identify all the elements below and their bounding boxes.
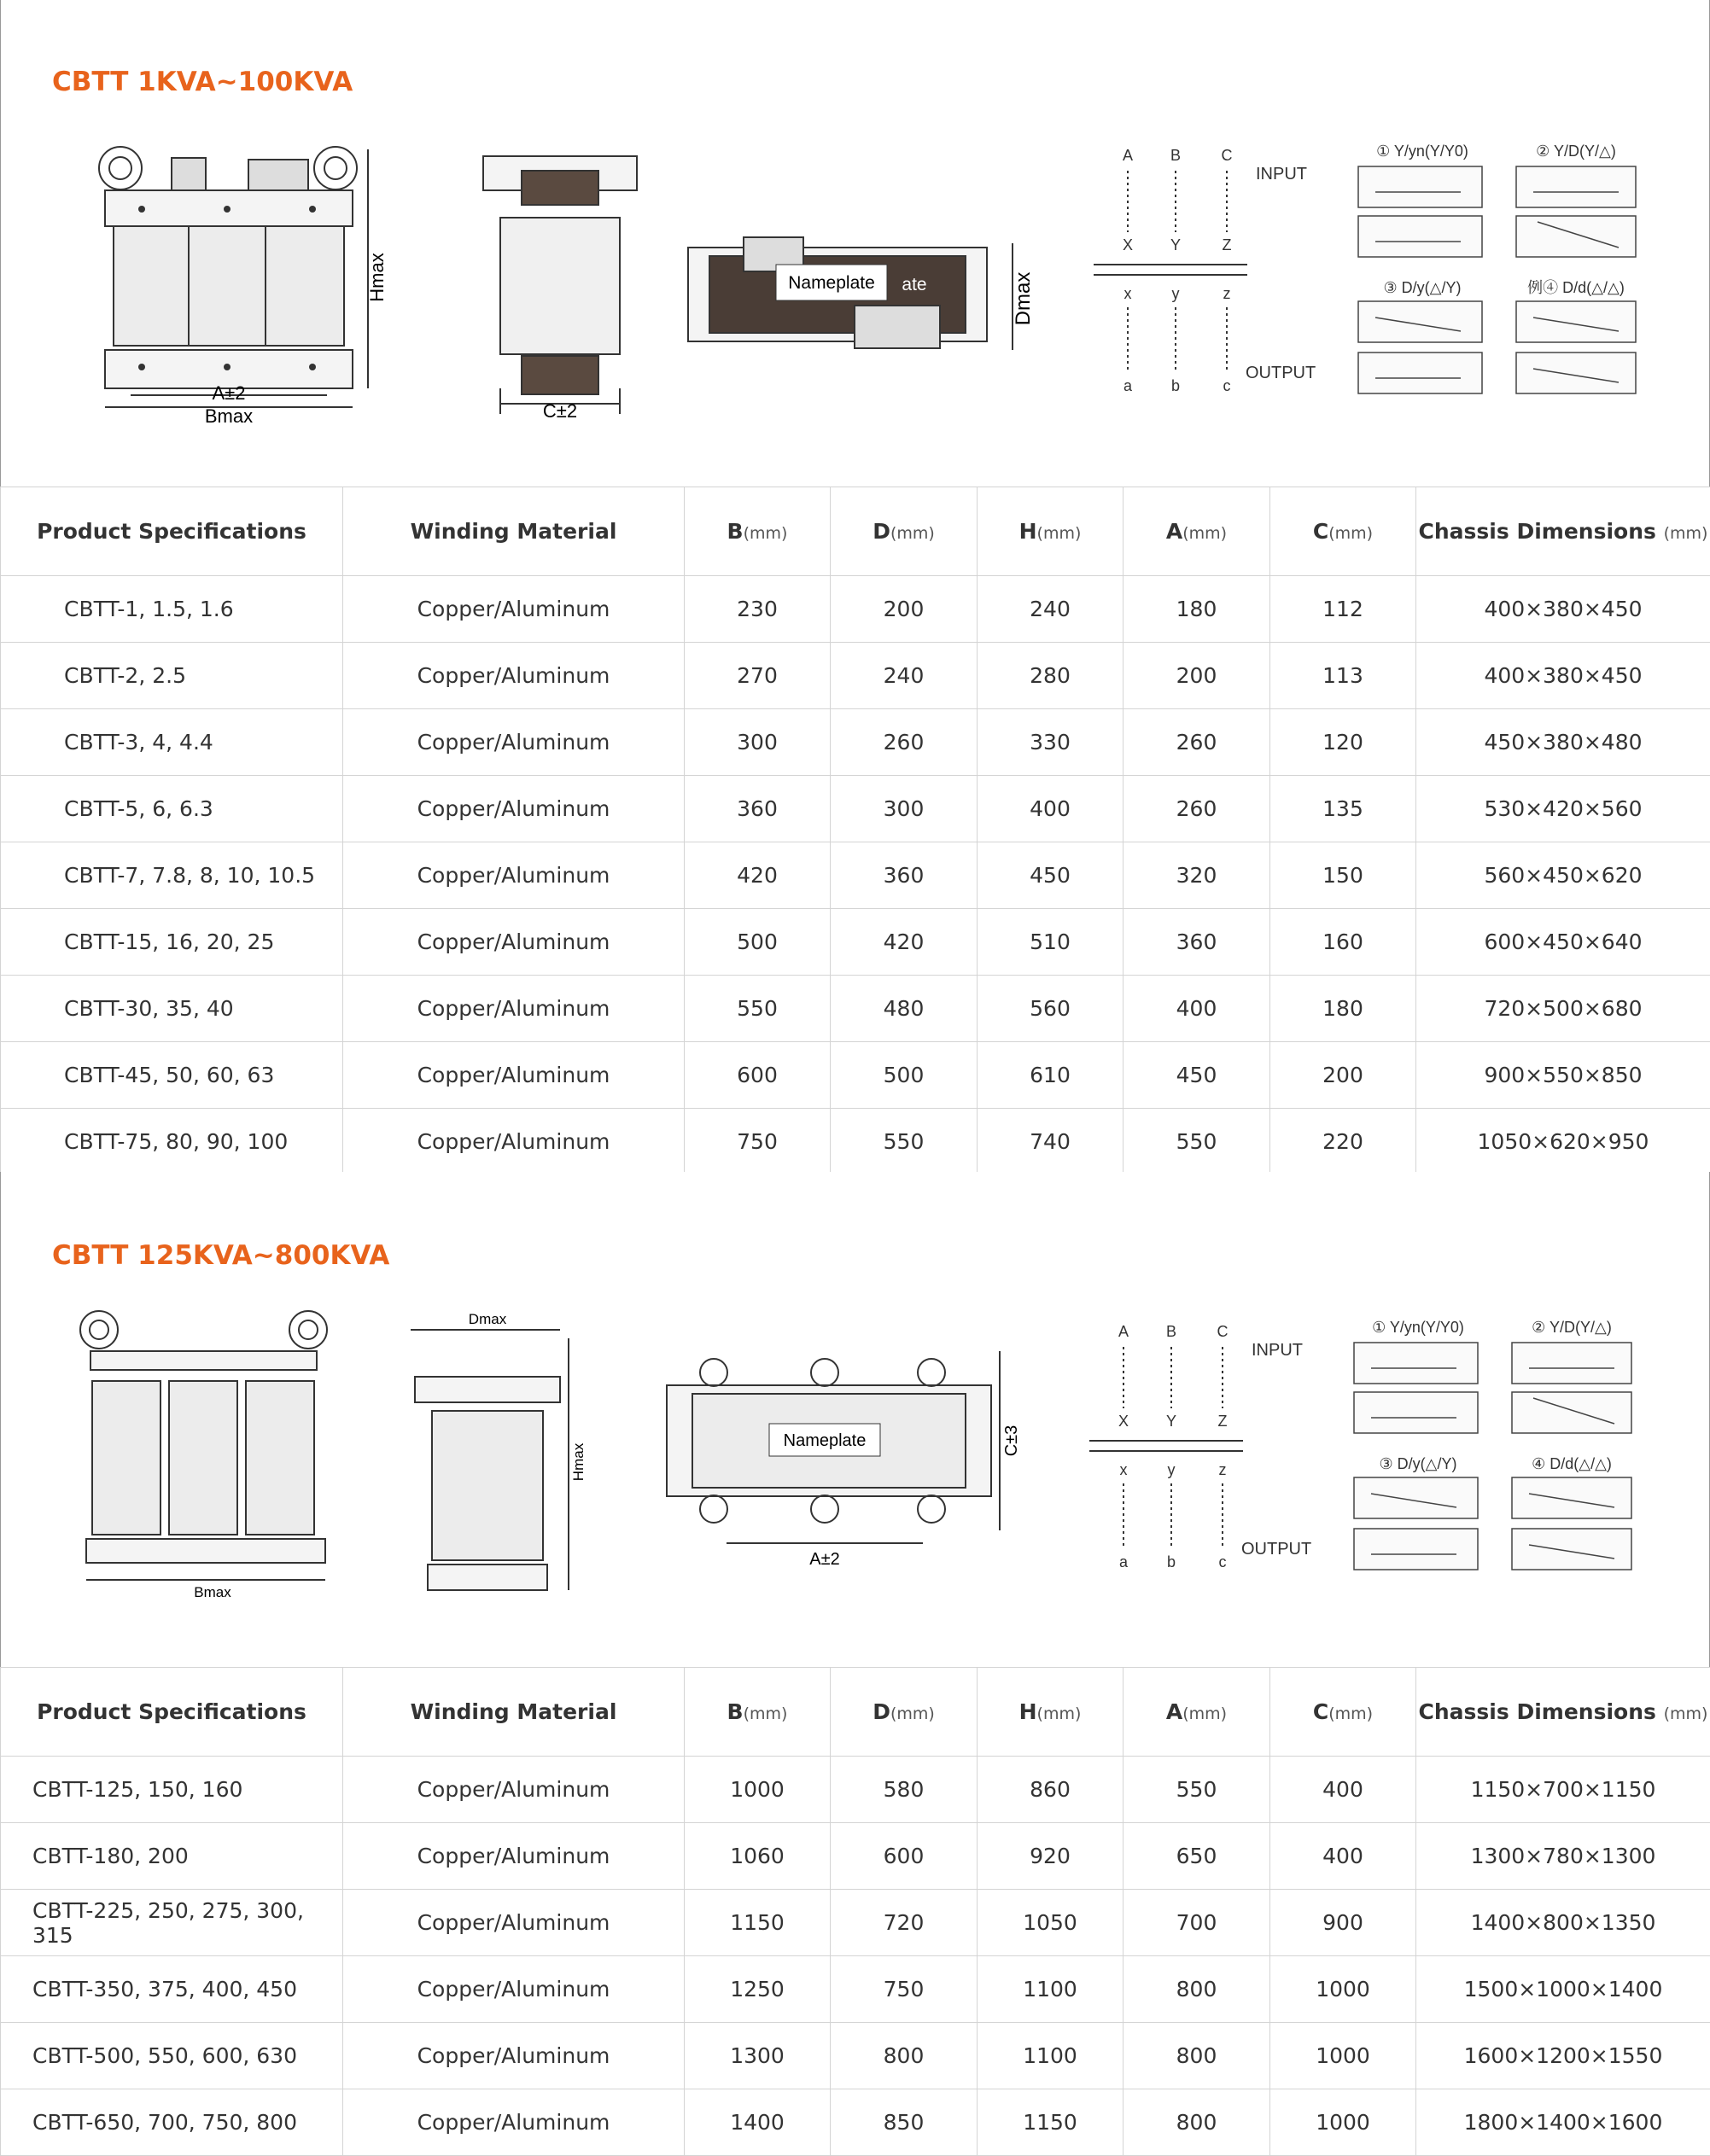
cell-c-value: 1000 [1270, 2089, 1416, 2156]
cell-a-value: 800 [1123, 2023, 1270, 2089]
cell-b-value: 300 [685, 709, 831, 776]
cell-a-value: 260 [1123, 776, 1270, 842]
cell-h-value: 1150 [978, 2089, 1123, 2156]
cell-c-value: 1000 [1270, 1956, 1416, 2023]
table-row [1, 976, 1710, 1042]
cell-h-value: 330 [978, 709, 1123, 776]
header-d: D(mm) [831, 1668, 978, 1757]
header-winding: Winding Material [343, 1668, 685, 1757]
cell-winding-material: Copper/Aluminum [343, 576, 685, 643]
winding-schematic-2 [1072, 1313, 1328, 1586]
letter-A: A [1123, 147, 1133, 164]
cell-h-value: 450 [978, 842, 1123, 909]
side-view-drawing [475, 132, 645, 422]
table-row [1, 1757, 1710, 1823]
cell-b-value: 600 [685, 1042, 831, 1109]
cell-product-spec: CBTT-3, 4, 4.4 [1, 709, 343, 776]
header-c: C(mm) [1270, 487, 1416, 576]
cell-c-value: 200 [1270, 1042, 1416, 1109]
dmax-label-2: Dmax [469, 1311, 507, 1327]
cell-c-value: 150 [1270, 842, 1416, 909]
cell-h-value: 610 [978, 1042, 1123, 1109]
table-row [1, 576, 1710, 643]
letter-c-2: c [1219, 1553, 1227, 1570]
cell-b-value: 1250 [685, 1956, 831, 2023]
cell-product-spec: CBTT-1, 1.5, 1.6 [1, 576, 343, 643]
cell-c-value: 400 [1270, 1757, 1416, 1823]
cell-winding-material: Copper/Aluminum [343, 709, 685, 776]
conn1-label-2: ① Y/yn(Y/Y0) [1372, 1319, 1464, 1336]
cell-c-value: 180 [1270, 976, 1416, 1042]
letter-c: c [1223, 377, 1231, 394]
cell-a-value: 650 [1123, 1823, 1270, 1890]
cell-d-value: 850 [831, 2089, 978, 2156]
cell-h-value: 510 [978, 909, 1123, 976]
cell-b-value: 550 [685, 976, 831, 1042]
cell-winding-material: Copper/Aluminum [343, 842, 685, 909]
cell-d-value: 200 [831, 576, 978, 643]
table-row [1, 776, 1710, 842]
cell-chassis-dimensions: 400×380×450 [1416, 576, 1710, 643]
cell-b-value: 1150 [685, 1890, 831, 1956]
cell-d-value: 800 [831, 2023, 978, 2089]
a2-label: A±2 [213, 382, 246, 404]
cell-winding-material: Copper/Aluminum [343, 976, 685, 1042]
cell-c-value: 220 [1270, 1109, 1416, 1175]
cell-h-value: 740 [978, 1109, 1123, 1175]
cell-chassis-dimensions: 1800×1400×1600 [1416, 2089, 1710, 2156]
cell-b-value: 360 [685, 776, 831, 842]
cell-winding-material: Copper/Aluminum [343, 1757, 685, 1823]
header-b: B(mm) [685, 487, 831, 576]
letter-X-2: X [1118, 1413, 1129, 1430]
cell-a-value: 450 [1123, 1042, 1270, 1109]
table-row [1, 842, 1710, 909]
cell-d-value: 300 [831, 776, 978, 842]
cell-product-spec: CBTT-30, 35, 40 [1, 976, 343, 1042]
table-row [1, 1890, 1710, 1956]
cell-c-value: 1000 [1270, 2023, 1416, 2089]
cell-c-value: 900 [1270, 1890, 1416, 1956]
letter-x-2: x [1120, 1461, 1128, 1478]
cell-product-spec: CBTT-225, 250, 275, 300, 315 [1, 1890, 343, 1956]
cell-chassis-dimensions: 1500×1000×1400 [1416, 1956, 1710, 2023]
cell-product-spec: CBTT-15, 16, 20, 25 [1, 909, 343, 976]
table-row [1, 909, 1710, 976]
letter-Z-2: Z [1218, 1413, 1228, 1430]
table-row [1, 709, 1710, 776]
table-row [1, 643, 1710, 709]
hmax-label-2: Hmax [570, 1442, 587, 1481]
letter-Y-2: Y [1166, 1413, 1176, 1430]
cell-chassis-dimensions: 400×380×450 [1416, 643, 1710, 709]
letter-a: a [1123, 377, 1133, 394]
header-chassis: Chassis Dimensions (mm) [1416, 1668, 1710, 1757]
cell-winding-material: Copper/Aluminum [343, 2023, 685, 2089]
header-product-spec: Product Specifications [1, 487, 343, 576]
conn3-label: ③ D/y(△/Y) [1384, 279, 1462, 296]
cell-d-value: 750 [831, 1956, 978, 2023]
side-view-drawing-2 [402, 1308, 590, 1599]
bmax-label-2: Bmax [194, 1584, 231, 1599]
cell-product-spec: CBTT-350, 375, 400, 450 [1, 1956, 343, 2023]
cell-b-value: 230 [685, 576, 831, 643]
table-row [1, 1042, 1710, 1109]
cell-a-value: 400 [1123, 976, 1270, 1042]
cell-h-value: 240 [978, 576, 1123, 643]
section-title-2: CBTT 125KVA~800KVA [52, 1240, 389, 1271]
letter-y: y [1172, 285, 1180, 302]
nameplate-label: Nameplate [788, 273, 875, 293]
cell-h-value: 400 [978, 776, 1123, 842]
cell-winding-material: Copper/Aluminum [343, 2089, 685, 2156]
conn4-label-2: ④ D/d(△/△) [1532, 1455, 1612, 1472]
spec-table-1 [0, 487, 1710, 1175]
header-winding: Winding Material [343, 487, 685, 576]
cell-d-value: 260 [831, 709, 978, 776]
cell-d-value: 550 [831, 1109, 978, 1175]
cell-chassis-dimensions: 450×380×480 [1416, 709, 1710, 776]
header-a: A(mm) [1123, 487, 1270, 576]
c2-label: C±2 [543, 400, 577, 422]
diagram-area-2 [0, 1172, 1710, 1667]
cell-a-value: 550 [1123, 1109, 1270, 1175]
cell-b-value: 1060 [685, 1823, 831, 1890]
c3-label: C±3 [1002, 1425, 1021, 1457]
cell-c-value: 112 [1270, 576, 1416, 643]
cell-winding-material: Copper/Aluminum [343, 1109, 685, 1175]
cell-a-value: 550 [1123, 1757, 1270, 1823]
cell-winding-material: Copper/Aluminum [343, 1042, 685, 1109]
cell-product-spec: CBTT-125, 150, 160 [1, 1757, 343, 1823]
cell-chassis-dimensions: 1300×780×1300 [1416, 1823, 1710, 1890]
letter-C: C [1222, 147, 1233, 164]
front-view-drawing [95, 141, 402, 431]
cell-h-value: 1100 [978, 2023, 1123, 2089]
cell-d-value: 360 [831, 842, 978, 909]
cell-a-value: 200 [1123, 643, 1270, 709]
cell-product-spec: CBTT-650, 700, 750, 800 [1, 2089, 343, 2156]
letter-b: b [1171, 377, 1180, 394]
cell-b-value: 270 [685, 643, 831, 709]
header-c: C(mm) [1270, 1668, 1416, 1757]
cell-winding-material: Copper/Aluminum [343, 643, 685, 709]
cell-chassis-dimensions: 900×550×850 [1416, 1042, 1710, 1109]
letter-b-2: b [1167, 1553, 1176, 1570]
cell-chassis-dimensions: 1150×700×1150 [1416, 1757, 1710, 1823]
cell-chassis-dimensions: 1600×1200×1550 [1416, 2023, 1710, 2089]
cell-c-value: 120 [1270, 709, 1416, 776]
table-row [1, 2023, 1710, 2089]
cell-d-value: 580 [831, 1757, 978, 1823]
top-view-drawing [684, 230, 1042, 358]
cell-product-spec: CBTT-2, 2.5 [1, 643, 343, 709]
cell-h-value: 920 [978, 1823, 1123, 1890]
cell-b-value: 420 [685, 842, 831, 909]
cell-d-value: 720 [831, 1890, 978, 1956]
cell-d-value: 420 [831, 909, 978, 976]
cell-d-value: 480 [831, 976, 978, 1042]
cell-h-value: 560 [978, 976, 1123, 1042]
cell-c-value: 113 [1270, 643, 1416, 709]
letter-Z: Z [1223, 236, 1232, 253]
header-product-spec: Product Specifications [1, 1668, 343, 1757]
cell-winding-material: Copper/Aluminum [343, 1823, 685, 1890]
letter-Y: Y [1170, 236, 1181, 253]
front-view-drawing-2 [73, 1308, 347, 1599]
cell-b-value: 1300 [685, 2023, 831, 2089]
section-title-1: CBTT 1KVA~100KVA [52, 67, 353, 97]
winding-schematic-1 [1077, 137, 1333, 410]
cell-h-value: 280 [978, 643, 1123, 709]
cell-b-value: 1000 [685, 1757, 831, 1823]
table-row [1, 1823, 1710, 1890]
letter-A-2: A [1118, 1323, 1129, 1340]
table-row [1, 1956, 1710, 2023]
cell-chassis-dimensions: 720×500×680 [1416, 976, 1710, 1042]
cell-h-value: 1050 [978, 1890, 1123, 1956]
cell-a-value: 360 [1123, 909, 1270, 976]
bmax-label: Bmax [205, 405, 253, 427]
cell-d-value: 240 [831, 643, 978, 709]
cell-product-spec: CBTT-45, 50, 60, 63 [1, 1042, 343, 1109]
cell-product-spec: CBTT-75, 80, 90, 100 [1, 1109, 343, 1175]
letter-y-2: y [1168, 1461, 1176, 1478]
cell-winding-material: Copper/Aluminum [343, 776, 685, 842]
table-row [1, 2089, 1710, 2156]
nameplate-ghost-text: ate [902, 275, 926, 294]
cell-c-value: 160 [1270, 909, 1416, 976]
cell-c-value: 400 [1270, 1823, 1416, 1890]
cell-chassis-dimensions: 600×450×640 [1416, 909, 1710, 976]
letter-X: X [1123, 236, 1133, 253]
cell-chassis-dimensions: 560×450×620 [1416, 842, 1710, 909]
nameplate-label-2: Nameplate [784, 1431, 867, 1450]
cell-product-spec: CBTT-7, 7.8, 8, 10, 10.5 [1, 842, 343, 909]
cell-a-value: 700 [1123, 1890, 1270, 1956]
conn2-label: ② Y/D(Y/△) [1536, 143, 1616, 160]
conn3-label-2: ③ D/y(△/Y) [1380, 1455, 1457, 1472]
letter-z-2: z [1219, 1461, 1227, 1478]
letter-B-2: B [1166, 1323, 1176, 1340]
letter-x: x [1124, 285, 1132, 302]
cell-chassis-dimensions: 530×420×560 [1416, 776, 1710, 842]
header-a: A(mm) [1123, 1668, 1270, 1757]
top-view-drawing-2 [658, 1338, 1034, 1577]
cell-a-value: 180 [1123, 576, 1270, 643]
header-b: B(mm) [685, 1668, 831, 1757]
header-d: D(mm) [831, 487, 978, 576]
input-label-2: INPUT [1252, 1341, 1303, 1360]
cell-a-value: 800 [1123, 1956, 1270, 2023]
output-label-2: OUTPUT [1241, 1540, 1311, 1559]
table-header-row [1, 487, 1710, 576]
table-row [1, 1109, 1710, 1175]
cell-h-value: 860 [978, 1757, 1123, 1823]
input-label: INPUT [1256, 165, 1307, 184]
cell-h-value: 1100 [978, 1956, 1123, 2023]
connection-groups-2 [1345, 1313, 1636, 1586]
cell-winding-material: Copper/Aluminum [343, 1956, 685, 2023]
cell-d-value: 500 [831, 1042, 978, 1109]
hmax-label: Hmax [366, 253, 388, 301]
a2-label-2: A±2 [809, 1550, 839, 1569]
cell-b-value: 750 [685, 1109, 831, 1175]
cell-b-value: 1400 [685, 2089, 831, 2156]
cell-a-value: 800 [1123, 2089, 1270, 2156]
header-chassis: Chassis Dimensions (mm) [1416, 487, 1710, 576]
cell-winding-material: Copper/Aluminum [343, 1890, 685, 1956]
cell-chassis-dimensions: 1400×800×1350 [1416, 1890, 1710, 1956]
cell-product-spec: CBTT-5, 6, 6.3 [1, 776, 343, 842]
dmax-label: Dmax [1012, 272, 1035, 326]
conn4-label: 例④ D/d(△/△) [1527, 279, 1625, 296]
letter-C-2: C [1217, 1323, 1229, 1340]
output-label: OUTPUT [1246, 364, 1316, 382]
letter-B: B [1170, 147, 1181, 164]
conn1-label: ① Y/yn(Y/Y0) [1376, 143, 1468, 160]
diagram-area-1 [0, 0, 1710, 487]
header-h: H(mm) [978, 1668, 1123, 1757]
letter-a-2: a [1119, 1553, 1129, 1570]
conn2-label-2: ② Y/D(Y/△) [1532, 1319, 1612, 1336]
spec-table-2 [0, 1667, 1710, 2156]
cell-product-spec: CBTT-500, 550, 600, 630 [1, 2023, 343, 2089]
cell-winding-material: Copper/Aluminum [343, 909, 685, 976]
cell-c-value: 135 [1270, 776, 1416, 842]
cell-b-value: 500 [685, 909, 831, 976]
cell-d-value: 600 [831, 1823, 978, 1890]
connection-groups-1 [1350, 137, 1640, 410]
cell-a-value: 320 [1123, 842, 1270, 909]
cell-chassis-dimensions: 1050×620×950 [1416, 1109, 1710, 1175]
cell-product-spec: CBTT-180, 200 [1, 1823, 343, 1890]
letter-z: z [1223, 285, 1231, 302]
header-h: H(mm) [978, 487, 1123, 576]
table-header-row [1, 1668, 1710, 1757]
cell-a-value: 260 [1123, 709, 1270, 776]
